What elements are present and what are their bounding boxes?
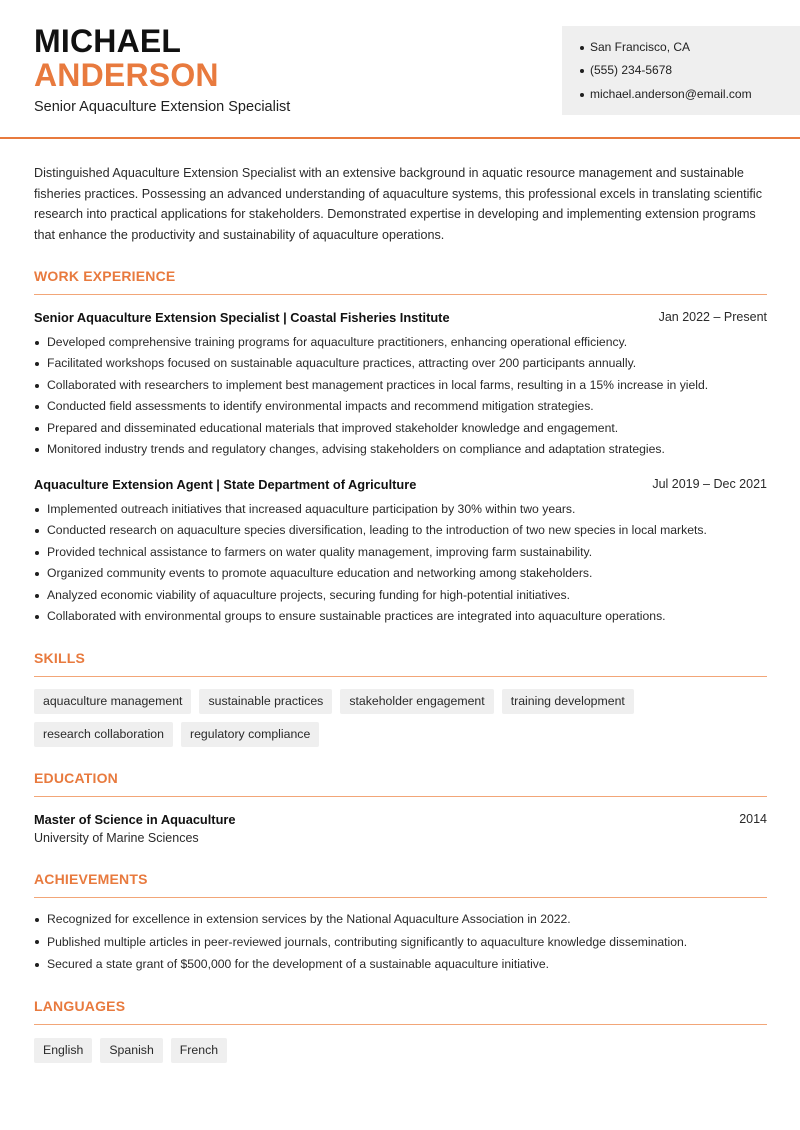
- languages-list: [34, 1038, 774, 1063]
- section-divider: [34, 897, 767, 898]
- last-name: ANDERSON: [34, 57, 219, 93]
- section-title-skills: SKILLS: [34, 650, 85, 666]
- list-item: Recognized for excellence in extension services by the National Aquaculture Association in 2022.: [34, 908, 774, 931]
- degree-title: Master of Science in Aquaculture: [34, 812, 236, 827]
- contact-location: San Francisco, CA: [580, 40, 690, 54]
- list-item: Organized community events to promote aquaculture education and networking among stakeholders.: [34, 563, 774, 584]
- skill-tag: stakeholder engagement: [340, 689, 493, 714]
- job-title-1: Senior Aquaculture Extension Specialist | Coastal Fisheries Institute: [34, 310, 450, 325]
- graduation-year: 2014: [739, 812, 767, 826]
- language-tag: French: [171, 1038, 227, 1063]
- section-title-education: EDUCATION: [34, 770, 118, 786]
- contact-phone: (555) 234-5678: [580, 63, 672, 77]
- skills-list: [34, 689, 774, 747]
- language-tag: English: [34, 1038, 92, 1063]
- skill-tag: sustainable practices: [199, 689, 332, 714]
- list-item: Conducted field assessments to identify environmental impacts and recommend mitigation strategies.: [34, 396, 774, 417]
- contact-box: [562, 26, 800, 115]
- list-item: Facilitated workshops focused on sustainable aquaculture practices, attracting over 200 participants annually.: [34, 353, 774, 374]
- list-item: Analyzed economic viability of aquaculture projects, securing funding for high-potential initiatives.: [34, 585, 774, 606]
- first-name: MICHAEL: [34, 23, 182, 59]
- language-tag: Spanish: [100, 1038, 162, 1063]
- job-dates-2: Jul 2019 – Dec 2021: [652, 477, 767, 491]
- skill-tag: research collaboration: [34, 722, 173, 747]
- list-item: Prepared and disseminated educational materials that improved stakeholder knowledge and engagement.: [34, 418, 774, 439]
- list-item: Published multiple articles in peer-reviewed journals, contributing significantly to aquaculture knowledge dissemination.: [34, 931, 774, 954]
- job-title: Senior Aquaculture Extension Specialist: [34, 99, 291, 115]
- section-divider: [34, 676, 767, 677]
- skill-tag: aquaculture management: [34, 689, 191, 714]
- section-divider: [34, 294, 767, 295]
- section-divider: [34, 796, 767, 797]
- job-dates-1: Jan 2022 – Present: [658, 310, 767, 324]
- list-item: Monitored industry trends and regulatory changes, advising stakeholders on compliance and adaptation strategies.: [34, 439, 774, 460]
- summary-paragraph: Distinguished Aquaculture Extension Specialist with an extensive background in aquatic resource management and sustainable fisheries practices. Possessing an advanced understanding of aquaculture systems, this professional excels in translating scientific research into practical applications for stakeholders. Demonstrated expertise in developing and implementing extension programs that enhance the productivity and sustainability of aquaculture operations.: [34, 166, 763, 243]
- job-title-2: Aquaculture Extension Agent | State Department of Agriculture: [34, 477, 417, 492]
- list-item: Conducted research on aquaculture species diversification, leading to the introduction of two new species in local markets.: [34, 520, 774, 541]
- list-item: Developed comprehensive training programs for aquaculture practitioners, enhancing operational efficiency.: [34, 332, 774, 353]
- list-item: Collaborated with researchers to implement best management practices in local farms, resulting in a 15% increase in yield.: [34, 375, 774, 396]
- job-bullets-2: [34, 499, 774, 627]
- contact-email[interactable]: michael.anderson@email.com: [580, 87, 752, 101]
- section-divider: [34, 1024, 767, 1025]
- section-title-languages: LANGUAGES: [34, 998, 126, 1014]
- list-item: Secured a state grant of $500,000 for the development of a sustainable aquaculture initiative.: [34, 953, 774, 976]
- school-name: University of Marine Sciences: [34, 831, 199, 845]
- skill-tag: training development: [502, 689, 634, 714]
- list-item: Provided technical assistance to farmers on water quality management, improving farm sustainability.: [34, 542, 774, 563]
- section-title-achievements: ACHIEVEMENTS: [34, 871, 148, 887]
- job-bullets-1: [34, 332, 774, 460]
- resume-header: [0, 0, 800, 139]
- achievements-list: [34, 908, 774, 976]
- list-item: Collaborated with environmental groups to ensure sustainable practices are integrated into aquaculture operations.: [34, 606, 774, 627]
- list-item: Implemented outreach initiatives that increased aquaculture participation by 30% within two years.: [34, 499, 774, 520]
- skill-tag: regulatory compliance: [181, 722, 319, 747]
- section-title-work: WORK EXPERIENCE: [34, 268, 176, 284]
